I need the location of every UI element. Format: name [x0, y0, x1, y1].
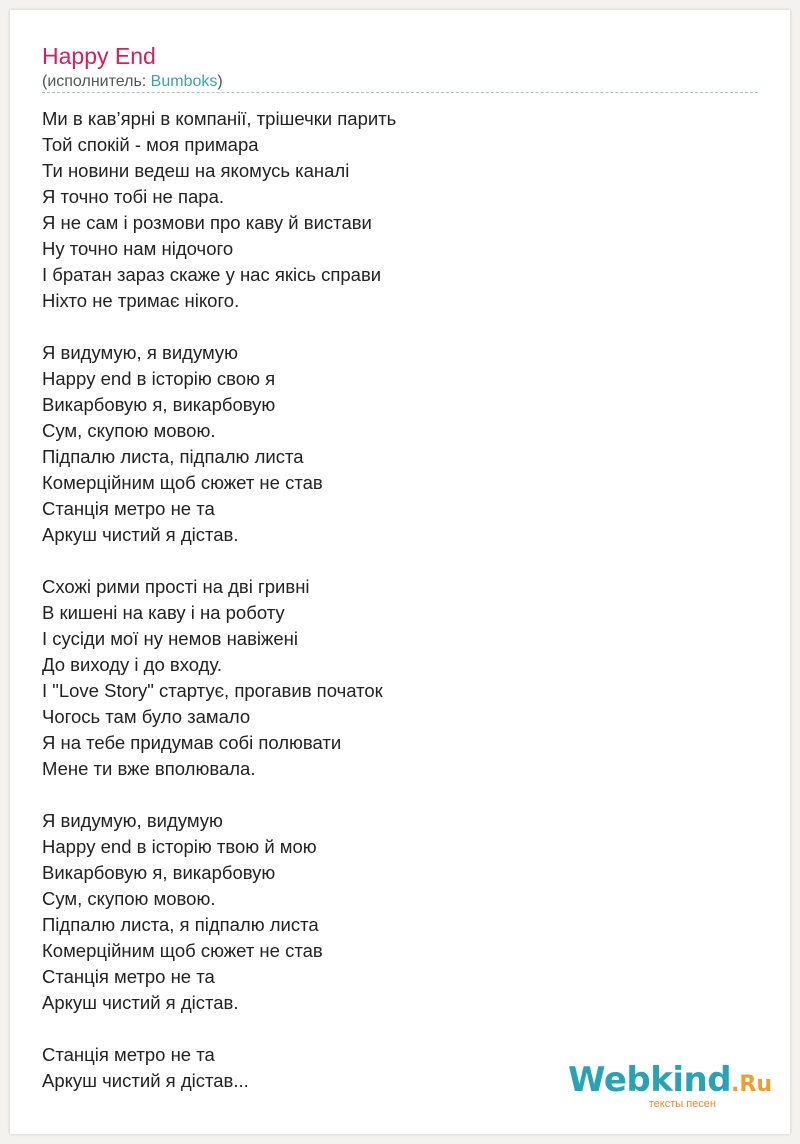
lyric-line: Підпалю листа, підпалю листа	[42, 446, 304, 467]
lyric-line: Я не сам і розмови про каву й вистави	[42, 212, 372, 233]
lyric-line: До виходу і до входу.	[42, 654, 222, 675]
lyric-line: Той спокій - моя примара	[42, 134, 259, 155]
lyric-line: Я видумую, я видумую	[42, 342, 239, 363]
lyric-line: Ми в кав’ярні в компанії, трішечки парить	[42, 108, 397, 129]
lyric-line: Комерційним щоб сюжет не став	[42, 940, 323, 961]
logo-subtitle: тексты песен	[648, 1098, 716, 1110]
lyric-line: Сум, скупою мовою.	[42, 420, 216, 441]
lyrics-stanza	[42, 1042, 396, 1094]
lyric-line: Ти новини ведеш на якомусь каналі	[42, 160, 350, 181]
artist-suffix: )	[217, 73, 223, 90]
logo-suffix: .Ru	[731, 1072, 772, 1097]
lyric-line: Підпалю листа, я підпалю листа	[42, 914, 319, 935]
lyric-line: Станція метро не та	[42, 1044, 215, 1065]
lyrics-stanza	[42, 340, 396, 548]
site-logo[interactable]	[568, 1060, 772, 1120]
lyrics-stanza	[42, 574, 396, 782]
lyric-line: Я на тебе придумав собі полювати	[42, 732, 342, 753]
lyric-line: Аркуш чистий я дістав...	[42, 1070, 249, 1091]
lyric-line: Схожі рими прості на дві гривні	[42, 576, 310, 597]
lyrics-stanza	[42, 106, 396, 314]
song-title: Happy End	[42, 43, 156, 69]
lyric-line: Аркуш чистий я дістав.	[42, 992, 239, 1013]
lyrics-body	[42, 106, 396, 1120]
lyrics-page	[10, 10, 790, 1134]
lyric-line: І братан зараз скаже у нас якісь справи	[42, 264, 382, 285]
lyric-line: Я видумую, видумую	[42, 810, 223, 831]
title-divider	[42, 92, 758, 93]
lyric-line: Комерційним щоб сюжет не став	[42, 472, 323, 493]
lyric-line: Ну точно нам нідочого	[42, 238, 234, 259]
lyric-line: Станція метро не та	[42, 966, 215, 987]
lyric-line: Happy end в історію твою й мою	[42, 836, 317, 857]
lyric-line: В кишені на каву і на роботу	[42, 602, 285, 623]
lyrics-stanza	[42, 808, 396, 1016]
lyric-line: Чогось там було замало	[42, 706, 251, 727]
artist-prefix: (исполнитель:	[42, 73, 151, 90]
artist-line	[42, 72, 223, 92]
lyric-line: Сум, скупою мовою.	[42, 888, 216, 909]
artist-link[interactable]: Bumboks	[150, 73, 218, 90]
lyric-line: Мене ти вже вполювала.	[42, 758, 256, 779]
lyric-line: Викарбовую я, викарбовую	[42, 862, 276, 883]
lyric-line: І "Love Story" стартує, прогавив початок	[42, 680, 383, 701]
lyric-line: Аркуш чистий я дістав.	[42, 524, 239, 545]
lyric-line: Ніхто не тримає нікого.	[42, 290, 240, 311]
lyric-line: Я точно тобі не пара.	[42, 186, 225, 207]
lyric-line: І сусіди мої ну немов навіжені	[42, 628, 299, 649]
logo-main-text: Webkind	[568, 1060, 732, 1100]
lyric-line: Станція метро не та	[42, 498, 215, 519]
lyric-line: Happy end в історію свою я	[42, 368, 276, 389]
lyric-line: Викарбовую я, викарбовую	[42, 394, 276, 415]
